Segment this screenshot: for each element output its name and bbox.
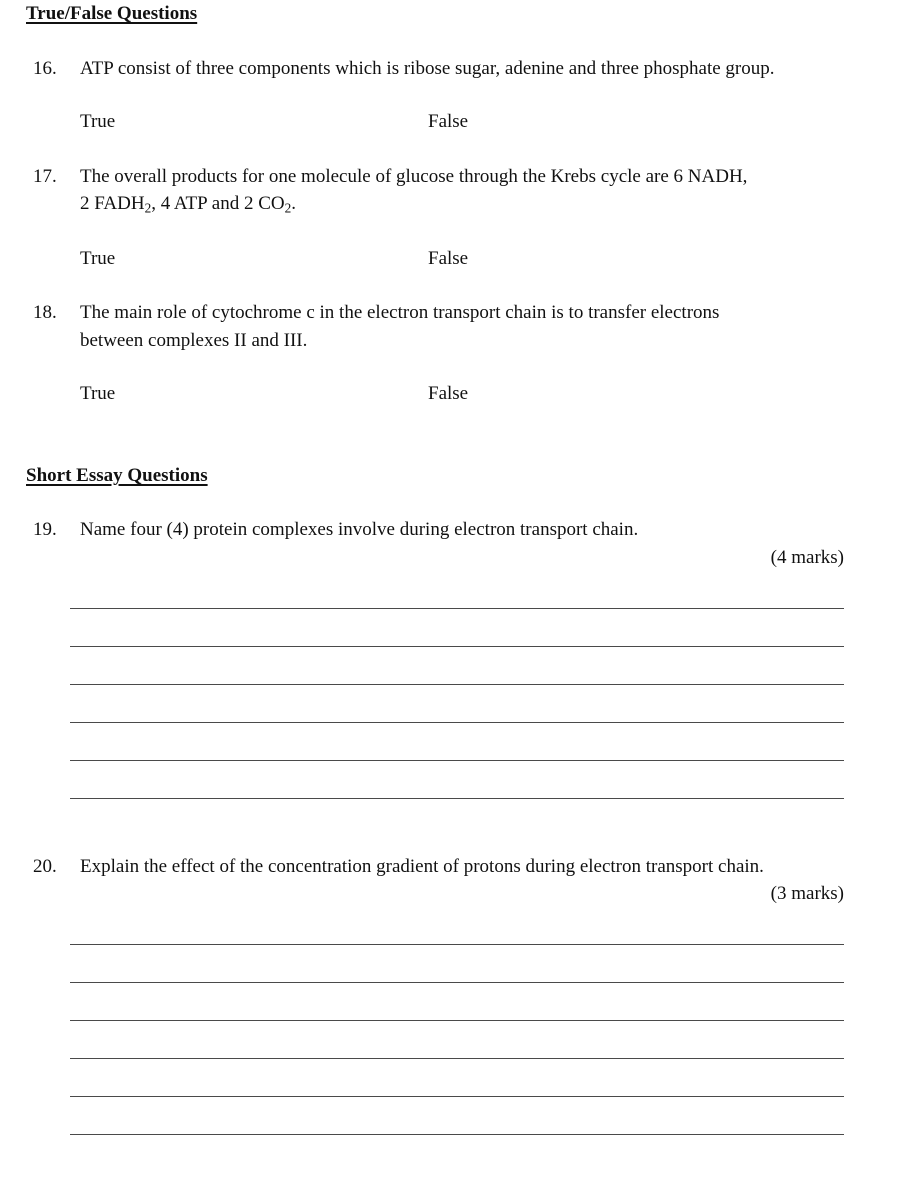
option-true-17[interactable]: True <box>80 248 116 269</box>
question-text-17-line1: The overall products for one molecule of glucose through the Krebs cycle are 6 NADH, <box>80 166 748 187</box>
question-number-17: 17. <box>33 166 57 187</box>
answer-line-19-4[interactable] <box>70 722 844 723</box>
answer-line-20-6[interactable] <box>70 1134 844 1135</box>
answer-line-20-5[interactable] <box>70 1096 844 1097</box>
answer-line-20-2[interactable] <box>70 982 844 983</box>
question-text-17-line2: 2 $FADH_2$, 4 ATP and 2 $CO_2$. <box>80 193 297 216</box>
question-number-20: 20. <box>33 856 57 877</box>
answer-line-20-3[interactable] <box>70 1020 844 1021</box>
option-true-18[interactable]: True <box>80 383 116 404</box>
question-text-18-line1: The main role of cytochrome c in the electron transport chain is to transfer electrons <box>80 302 720 323</box>
question-text-19: Name four (4) protein complexes involve during electron transport chain. <box>80 519 639 540</box>
section-heading-true-false: True/False Questions <box>26 3 198 24</box>
answer-line-20-4[interactable] <box>70 1058 844 1059</box>
answer-line-19-3[interactable] <box>70 684 844 685</box>
option-true-16[interactable]: True <box>80 111 116 132</box>
answer-line-19-1[interactable] <box>70 608 844 609</box>
section-heading-short-essay: Short Essay Questions <box>26 465 208 486</box>
question-text-18-line2: between complexes II and III. <box>80 330 308 351</box>
option-false-16[interactable]: False <box>428 111 469 132</box>
marks-20: (3 marks) <box>770 883 844 904</box>
answer-line-19-5[interactable] <box>70 760 844 761</box>
question-number-19: 19. <box>33 519 57 540</box>
option-false-18[interactable]: False <box>428 383 469 404</box>
option-false-17[interactable]: False <box>428 248 469 269</box>
question-text-16: ATP consist of three components which is ribose sugar, adenine and three phosphate group. <box>80 58 775 79</box>
answer-line-19-2[interactable] <box>70 646 844 647</box>
question-text-20: Explain the effect of the concentration gradient of protons during electron transport chain. <box>80 856 764 877</box>
answer-line-19-6[interactable] <box>70 798 844 799</box>
marks-19: (4 marks) <box>770 547 844 568</box>
question-number-16: 16. <box>33 58 57 79</box>
answer-line-20-1[interactable] <box>70 944 844 945</box>
question-number-18: 18. <box>33 302 57 323</box>
